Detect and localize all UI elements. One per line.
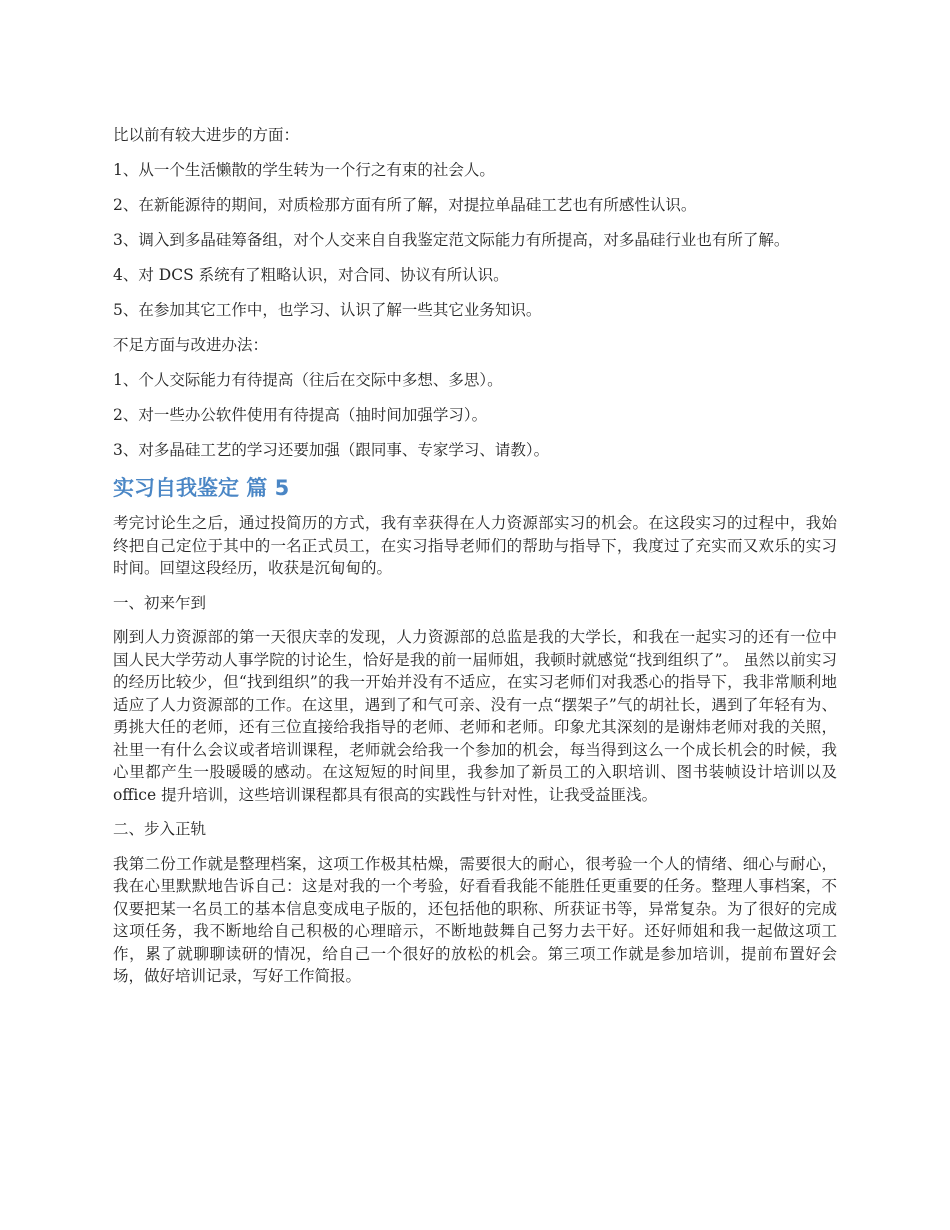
part2-label: 二、步入正轨 xyxy=(113,820,207,838)
improvements-heading: 比以前有较大进步的方面： xyxy=(113,126,300,144)
part1-paragraph: 刚到人力资源部的第一天很庆幸的发现，人力资源部的总监是我的大学长，和我在一起实习的还有一位中国人民大学劳动人事学院的讨论生，恰好是我的前一届师姐，我顿时就感觉“找到组织了”。 虽然以前实习的经历比较少，但“找到组织”的我一开始并没有不适应，在实习老师们对我悉心的指导下，我非常顺利地适应了人力资源部的工作。在这里，遇到了和气可亲、没有一点“摆架子”气的胡社长，遇到了年轻有为、勇挑大任的老师，还有三位直接给我指导的老师、老师和老师。印象尤其深刻的是谢炜老师对我的关照，社里一有什么会议或者培训课程，老师就会给我一个参加的机会，每当得到这么一个成长机会的时候，我心里都产生一股暖暖的感动。在这短短的时间里，我参加了新员工的入职培训、图书装帧设计培训以及 office 提升培训，这些培训课程都具有很高的实践性与针对性，让我受益匪浅。 xyxy=(113,628,837,804)
part2-paragraph: 我第二份工作就是整理档案，这项工作极其枯燥，需要很大的耐心，很考验一个人的情绪、细心与耐心，我在心里默默地告诉自己：这是对我的一个考验，好看看我能不能胜任更重要的任务。整理人事档案，不仅要把某一名员工的基本信息变成电子版的，还包括他的职称、所获证书等，异常复杂。为了很好的完成这项任务，我不断地给自己积极的心理暗示，不断地鼓舞自己努力去干好。还好师姐和我一起做这项工作，累了就聊聊读研的情况，给自己一个很好的放松的机会。第三项工作就是参加培训，提前布置好会场，做好培训记录，写好工作简报。 xyxy=(113,854,837,985)
improvement-item: 5、在参加其它工作中，也学习、认识了解一些其它业务知识。 xyxy=(113,301,542,319)
section-title: 实习自我鉴定 篇 5 xyxy=(113,476,290,500)
shortcoming-item: 1、个人交际能力有待提高（往后在交际中多想、多思）。 xyxy=(113,371,503,389)
part1-label: 一、初来乍到 xyxy=(113,593,207,612)
improvement-item: 3、调入到多晶硅筹备组，对个人交来自自我鉴定范文际能力有所提高，对多晶硅行业也有所了解。 xyxy=(113,231,790,249)
shortcoming-item: 2、对一些办公软件使用有待提高（抽时间加强学习）。 xyxy=(113,406,488,424)
improvement-item: 2、在新能源待的期间，对质检那方面有所了解，对提拉单晶硅工艺也有所感性认识。 xyxy=(113,196,697,214)
improvement-item: 1、从一个生活懒散的学生转为一个行之有束的社会人。 xyxy=(113,161,495,179)
shortcoming-item: 3、对多晶硅工艺的学习还要加强（跟同事、专家学习、请教）。 xyxy=(113,441,550,459)
document-page xyxy=(113,124,837,1000)
improvement-item: 4、对 DCS 系统有了粗略认识，对合同、协议有所认识。 xyxy=(113,266,509,284)
intro-paragraph: 考完讨论生之后，通过投简历的方式，我有幸获得在人力资源部实习的机会。在这段实习的过程中，我始终把自己定位于其中的一名正式员工，在实习指导老师们的帮助与指导下，我度过了充实而又欢乐的实习时间。回望这段经历，收获是沉甸甸的。 xyxy=(113,514,837,577)
shortcomings-heading: 不足方面与改进办法： xyxy=(113,336,269,354)
